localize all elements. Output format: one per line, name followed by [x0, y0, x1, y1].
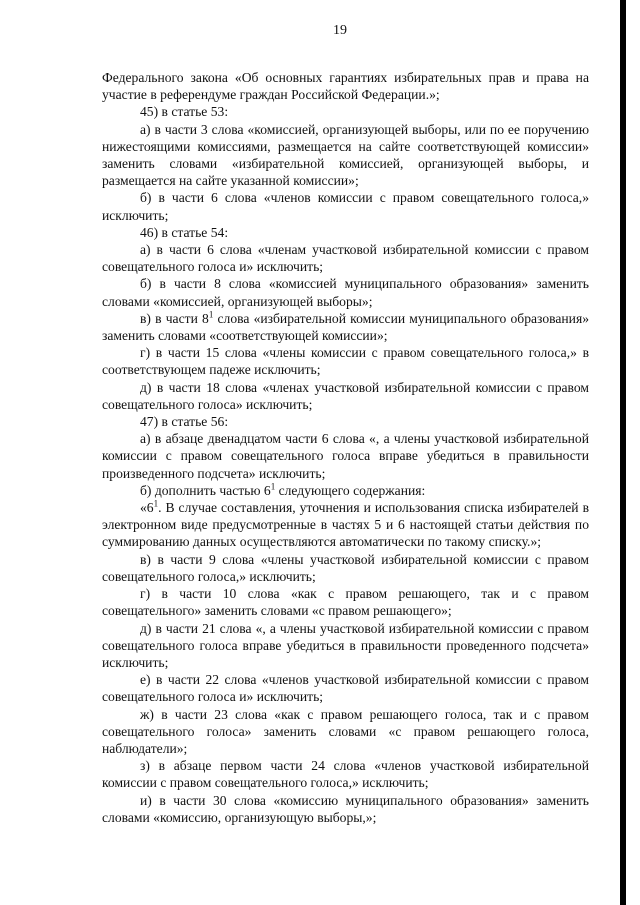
paragraph: 47) в статье 56: [140, 414, 229, 430]
scan-edge [620, 0, 626, 905]
paragraph: б) в части 6 слова «членов комиссии с правом совещательного голоса,» исключить; [102, 190, 589, 223]
superscript-index: 1 [153, 498, 159, 509]
document-body [102, 69, 589, 826]
paragraph-text-after: . В случае составления, уточнения и использования списка избирателей в электронном виде предусмотренные в частях 5 и 6 настоящей статьи действия по суммированию данных осуществляются автоматически по такому списку.»; [102, 500, 589, 550]
paragraph: г) в части 15 слова «члены комиссии с правом совещательного голоса,» в соответствующем падеже исключить; [102, 345, 589, 378]
paragraph [102, 310, 589, 344]
paragraph: а) в абзаце двенадцатом части 6 слова «, а члены участковой избирательной комиссии с правом совещательного голоса вправе убедиться в правильности произведенного подсчета» исключить; [102, 431, 589, 481]
superscript-index: 1 [270, 481, 276, 492]
paragraph [102, 482, 589, 499]
paragraph: з) в абзаце первом части 24 слова «членов участковой избирательной комиссии с правом совещательного голоса,» исключить; [102, 758, 589, 791]
paragraph-text-after: следующего содержания: [275, 482, 426, 498]
paragraph: а) в части 3 слова «комиссией, организующей выборы, или по ее поручению нижестоящими комиссиями, размещается на сайте соответствующей комиссии» заменить словами «избирательной комиссией, организующей выборы, и размещается на сайте указанной комиссии»; [102, 121, 589, 189]
paragraph: и) в части 30 слова «комиссию муниципального образования» заменить словами «комиссию, организующую выборы,»; [102, 792, 589, 825]
paragraph-text-before: в) в части 8 [140, 310, 209, 326]
paragraph-text-before: «6 [140, 500, 154, 516]
paragraph-text-before: б) дополнить частью 6 [140, 482, 271, 498]
superscript-index: 1 [208, 309, 214, 320]
paragraph: 46) в статье 54: [140, 224, 229, 240]
paragraph: д) в части 18 слова «членах участковой избирательной комиссии с правом совещательного голоса» исключить; [102, 379, 589, 412]
paragraph: 45) в статье 53: [140, 104, 229, 120]
paragraph [102, 499, 589, 551]
page-number: 19 [333, 23, 347, 38]
paragraph: б) в части 8 слова «комиссией муниципального образования» заменить словами «комиссией, организующей выборы»; [102, 276, 589, 309]
paragraph-text-after: слова «избирательной комиссии муниципального образования» заменить словами «соответствующей комиссии»; [102, 310, 589, 344]
paragraph: г) в части 10 слова «как с правом решающего, так и с правом совещательного» заменить словами «с правом решающего»; [102, 586, 589, 619]
paragraph: Федерального закона «Об основных гарантиях избирательных прав и права на участие в референдуме граждан Российской Федерации.»; [102, 70, 589, 103]
paragraph: в) в части 9 слова «члены участковой избирательной комиссии с правом совещательного голоса,» исключить; [102, 551, 589, 584]
paragraph: а) в части 6 слова «членам участковой избирательной комиссии с правом совещательного голоса и» исключить; [102, 242, 589, 275]
paragraph: ж) в части 23 слова «как с правом решающего голоса, так и с правом совещательного голоса» заменить словами «с правом решающего голоса, наблюдатели»; [102, 706, 589, 756]
paragraph: е) в части 22 слова «членов участковой избирательной комиссии с правом совещательного голоса и» исключить; [102, 672, 589, 705]
paragraph: д) в части 21 слова «, а члены участковой избирательной комиссии с правом совещательного голоса вправе убедиться в правильности проведенного подсчета» исключить; [102, 620, 589, 670]
